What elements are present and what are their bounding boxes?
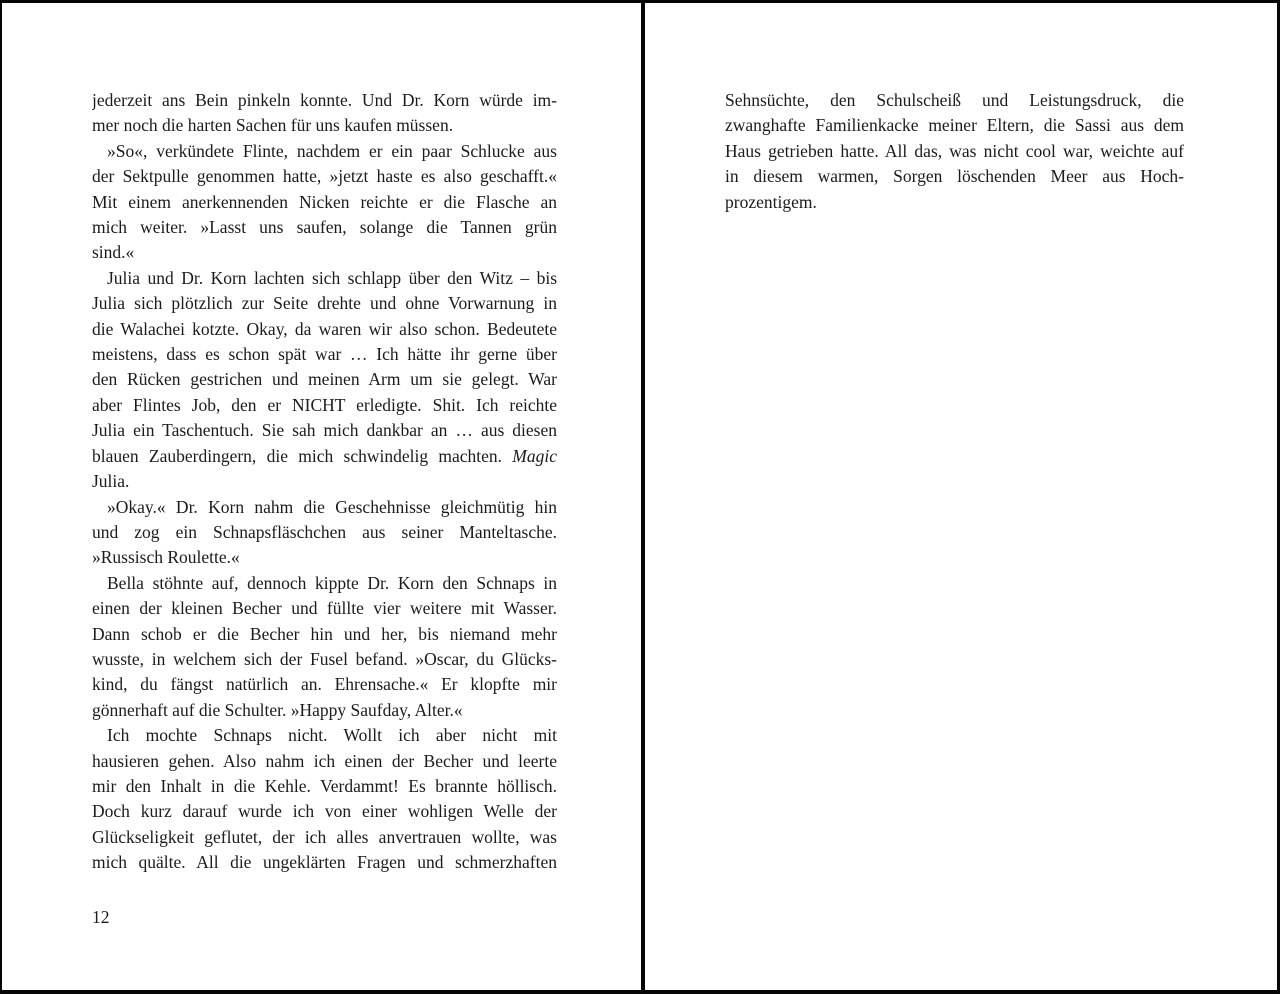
book-page-left bbox=[2, 3, 641, 990]
text-line: »So«, verkündete Flinte, nachdem er ein paar Schlucke aus bbox=[107, 140, 557, 161]
text-line: Julia sich plötzlich zur Seite drehte und ohne Vorwarnung in bbox=[92, 293, 557, 314]
book-page-right bbox=[645, 3, 1277, 990]
text-line: zwanghafte Familienkacke meiner Eltern, die Sassi aus dem bbox=[725, 115, 1184, 136]
text-line: Julia ein Taschentuch. Sie sah mich dankbar an … aus diesen bbox=[92, 420, 557, 441]
page-right-text bbox=[725, 88, 1184, 215]
text-line: Doch kurz darauf wurde ich von einer wohligen Welle der bbox=[92, 801, 557, 822]
italic-word: Magic bbox=[512, 445, 557, 466]
text-line bbox=[92, 444, 557, 469]
text-line: Bella stöhnte auf, dennoch kippte Dr. Korn den Schnaps in bbox=[107, 572, 557, 593]
text-line: mir den Inhalt in die Kehle. Verdammt! Es brannte höllisch. bbox=[92, 775, 557, 796]
text-line: »Russisch Roulette.« bbox=[92, 547, 240, 568]
text-line: prozentigem. bbox=[725, 191, 817, 212]
text-line: den Rücken gestrichen und meinen Arm um sie gelegt. War bbox=[92, 369, 557, 390]
text-line: der Sektpulle genommen hatte, »jetzt haste es also geschafft.« bbox=[92, 166, 557, 187]
text-line: mer noch die harten Sachen für uns kaufen müssen. bbox=[92, 115, 454, 136]
text-line: Ich mochte Schnaps nicht. Wollt ich aber nicht mit bbox=[107, 725, 557, 746]
text-line: sind.« bbox=[92, 242, 135, 263]
text-line: kind, du fängst natürlich an. Ehrensache.« Er klopfte mir bbox=[92, 674, 557, 695]
text-line: jederzeit ans Bein pinkeln konnte. Und Dr. Korn würde im- bbox=[92, 90, 557, 110]
text-line: mich quälte. All die ungeklärten Fragen und schmerzhaften bbox=[92, 852, 557, 873]
text-line: und zog ein Schnapsfläschchen aus seiner Manteltasche. bbox=[92, 521, 557, 542]
text-line: wusste, in welchem sich der Fusel befand. »Oscar, du Glücks- bbox=[92, 648, 557, 669]
page-left-text bbox=[92, 88, 557, 876]
text-line: einen der kleinen Becher und füllte vier weitere mit Wasser. bbox=[92, 598, 557, 619]
text-line: »Okay.« Dr. Korn nahm die Geschehnisse gleichmütig hin bbox=[107, 496, 557, 517]
text-line: Julia. bbox=[92, 471, 130, 492]
text-line: Sehnsüchte, den Schulscheiß und Leistungsdruck, die bbox=[725, 90, 1184, 110]
text-line: Haus getrieben hatte. All das, was nicht cool war, weichte auf bbox=[725, 140, 1184, 161]
text-run: blauen Zauberdingern, die mich schwindelig machten. bbox=[92, 445, 513, 466]
text-line: hausieren gehen. Also nahm ich einen der Becher und leerte bbox=[92, 750, 557, 771]
text-line: gönnerhaft auf die Schulter. »Happy Saufday, Alter.« bbox=[92, 699, 463, 720]
text-line: Julia und Dr. Korn lachten sich schlapp über den Witz – bis bbox=[107, 267, 557, 288]
text-line: meistens, dass es schon spät war … Ich hätte ihr gerne über bbox=[92, 344, 557, 365]
text-line: Dann schob er die Becher hin und her, bis niemand mehr bbox=[92, 623, 557, 644]
text-line: in diesem warmen, Sorgen löschenden Meer aus Hoch- bbox=[725, 166, 1184, 187]
text-line: die Walachei kotzte. Okay, da waren wir also schon. Bedeutete bbox=[92, 318, 557, 339]
text-line: Glückseligkeit geflutet, der ich alles anvertrauen wollte, was bbox=[92, 826, 557, 847]
text-line: aber Flintes Job, den er NICHT erledigte. Shit. Ich reichte bbox=[92, 394, 557, 415]
page-number: 12 bbox=[92, 907, 110, 927]
text-line: Mit einem anerkennenden Nicken reichte er die Flasche an bbox=[92, 191, 557, 212]
text-line: mich weiter. »Lasst uns saufen, solange die Tannen grün bbox=[92, 217, 557, 238]
